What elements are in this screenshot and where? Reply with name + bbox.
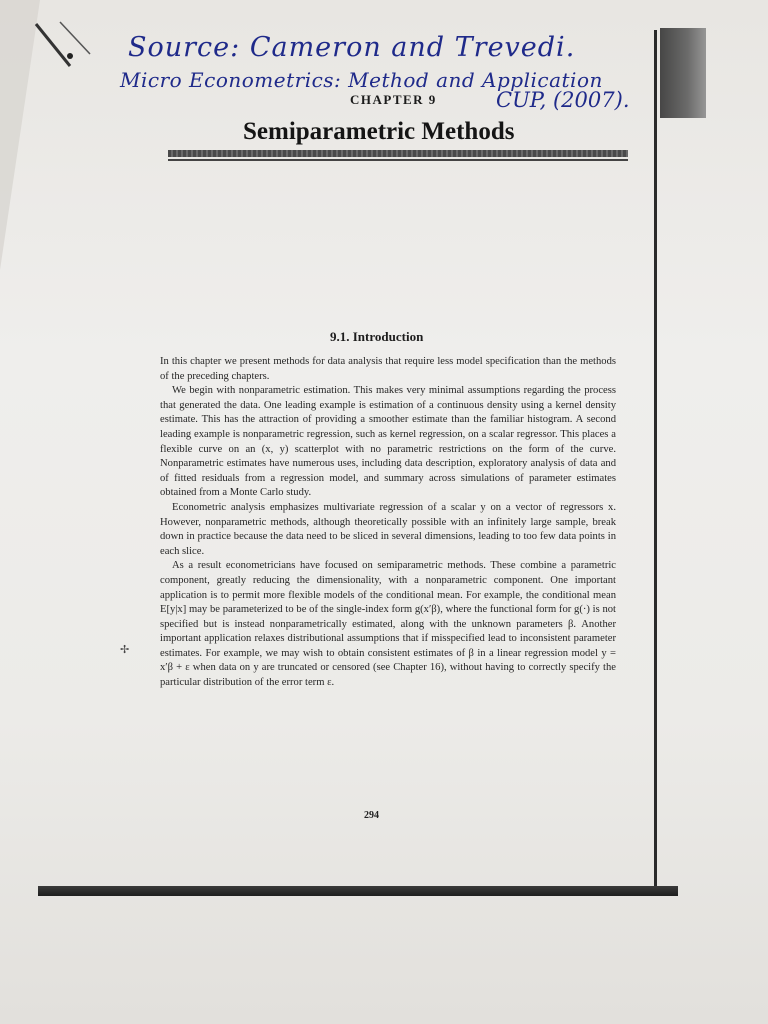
right-margin-rule [654,30,657,890]
bottom-rule [38,886,678,896]
margin-mark: ✢ [120,644,130,656]
paragraph-1: In this chapter we present methods for data analysis that require less model specification than the methods of the preceding chapters. [160,356,616,382]
section-heading: 9.1. Introduction [330,329,424,344]
staple-mark [30,14,100,84]
page-number: 294 [364,810,379,821]
handwritten-publisher-line: CUP, (2007). [496,88,630,112]
paragraph-2: We begin with nonparametric estimation. This makes very minimal assumptions regarding the process that generated the data. One leading example is estimation of a continuous density using a kernel density estimate. This has the attraction of providing a smoother estimate than the familiar histogram. A second leading example is nonparametric regression, such as kernel regression, on a scalar regressor. This places a flexible curve on an (x, y) scatterplot with no parametric restrictions on the form of the curve. Nonparametric estimates have numerous uses, including data description, exploratory analysis of data and of fitted residuals from a regression model, and summary across simulations of parameter estimates obtained from a Monte Carlo study. [160,385,616,499]
edge-shadow [660,28,706,118]
body-text [160,355,616,691]
chapter-title: Semiparametric Methods [243,118,515,145]
paragraph-4: As a result econometricians have focused on semiparametric methods. These combine a parametric component, greatly reducing the dimensionality, with a nonparametric component. One important application is to permit more flexible models of the conditional mean. For example, the conditional mean E[y|x] may be parameterized to be of the single-index form g(x′β), where the functional form for g(·) is not specified but is instead nonparametrically estimated, along with the unknown parameters β. Another important application relaxes distributional assumptions that if misspecified lead to inconsistent parameter estimates. For example, we may wish to obtain consistent estimates of β in a linear regression model y = x′β + ε when data on y are truncated or censored (see Chapter 16), without having to correctly specify the particular distribution of the error term ε. [160,560,616,689]
paragraph-3: Econometric analysis emphasizes multivariate regression of a scalar y on a vector of regressors x. However, nonparametric methods, although theoretically possible with an infinitely large sample, break down in practice because the data need to be sliced in several dimensions, leading to too few data points in each slice. [160,501,616,557]
title-rule [168,150,628,157]
title-rule-thin [168,159,628,161]
chapter-label: CHAPTER 9 [350,92,437,107]
handwritten-book-line: Micro Econometrics: Method and Application [120,68,603,92]
handwritten-source-line: Source: Cameron and Trevedi. [128,32,576,63]
